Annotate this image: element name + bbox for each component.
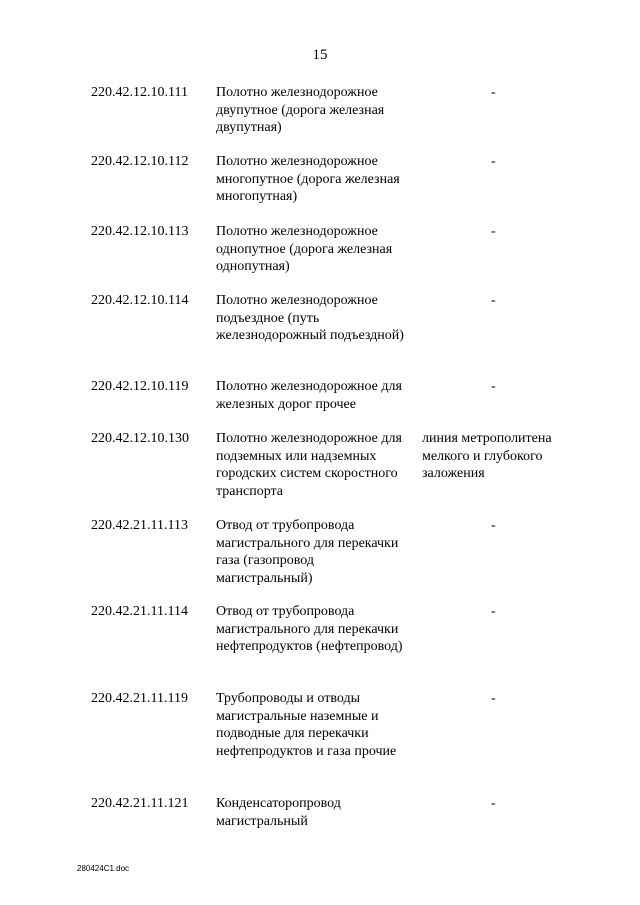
row-name: Полотно железнодорожное двупутное (дорога железная двупутная) <box>216 85 385 135</box>
row-name: Полотно железнодорожное для железных дорог прочее <box>216 379 402 412</box>
row-name: Отвод от трубопровода магистрального для перекачки газа (газопровод магистральный) <box>216 518 399 586</box>
row-name: Полотно железнодорожное однопутное (дорога железная однопутная) <box>216 224 393 274</box>
row-name: Трубопроводы и отводы магистральные наземные и подводные для перекачки нефтепродуктов и газа прочие <box>216 691 397 759</box>
row-code: 220.42.21.11.113 <box>91 518 188 533</box>
row-code: 220.42.12.10.130 <box>91 431 189 446</box>
row-note: - <box>491 604 496 619</box>
row-name: Полотно железнодорожное многопутное (дорога железная многопутная) <box>216 154 400 204</box>
row-code: 220.42.21.11.121 <box>91 796 189 811</box>
row-note: - <box>491 379 496 394</box>
row-code: 220.42.12.10.114 <box>91 293 189 308</box>
row-code: 220.42.12.10.119 <box>91 379 189 394</box>
row-name: Полотно железнодорожное для подземных или надземных городских систем скоростного транспорта <box>216 431 402 499</box>
row-code: 220.42.12.10.111 <box>91 85 188 100</box>
row-note: - <box>491 85 496 100</box>
row-note: - <box>491 224 496 239</box>
row-name: Отвод от трубопровода магистрального для перекачки нефтепродуктов (нефтепровод) <box>216 604 403 654</box>
row-code: 220.42.12.10.112 <box>91 154 189 169</box>
row-code: 220.42.21.11.114 <box>91 604 188 619</box>
row-note: линия метрополитена мелкого и глубокого заложения <box>422 431 552 481</box>
row-code: 220.42.12.10.113 <box>91 224 189 239</box>
file-name-footer: 280424C1.doc <box>77 864 130 873</box>
row-code: 220.42.21.11.119 <box>91 691 188 706</box>
page-number: 15 <box>312 47 328 63</box>
row-note: - <box>491 691 496 706</box>
row-note: - <box>491 796 496 811</box>
row-name: Полотно железнодорожное подъездное (путь железнодорожный подъездной) <box>216 293 404 343</box>
row-note: - <box>491 518 496 533</box>
row-name: Конденсаторопровод магистральный <box>216 796 341 829</box>
row-note: - <box>491 293 496 308</box>
row-note: - <box>491 154 496 169</box>
